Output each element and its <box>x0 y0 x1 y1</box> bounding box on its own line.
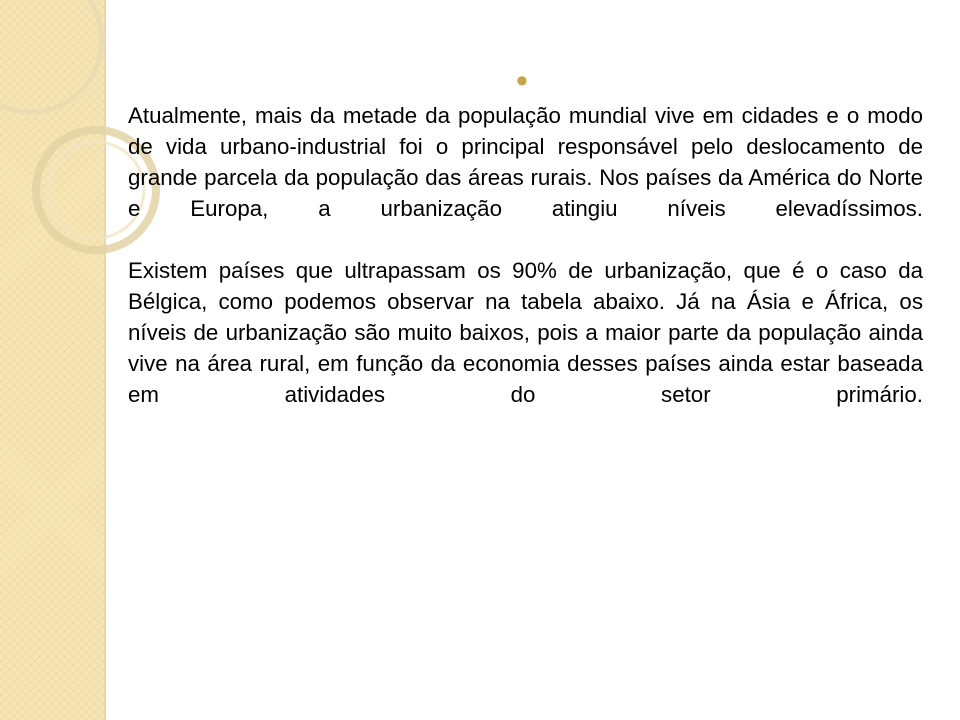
decorative-ring-large <box>0 0 102 112</box>
slide-body <box>128 100 923 410</box>
bullet-marker: • <box>516 62 528 100</box>
paragraph-urbanization-levels: Existem países que ultrapassam os 90% de urbanização, que é o caso da Bélgica, como podemos observar na tabela abaixo. Já na Ásia e África, os níveis de urbanização são muito baixos, pois a maior parte da população ainda vive na área rural, em função da economia desses países ainda estar baseada em atividades do setor primário. <box>128 258 923 407</box>
paragraph-urbanization-intro: Atualmente, mais da metade da população mundial vive em cidades e o modo de vida urbano-industrial foi o principal responsável pelo deslocamento de grande parcela da população das áreas rurais. Nos países da América do Norte e Europa, a urbanização atingiu níveis elevadíssimos. <box>128 103 923 221</box>
